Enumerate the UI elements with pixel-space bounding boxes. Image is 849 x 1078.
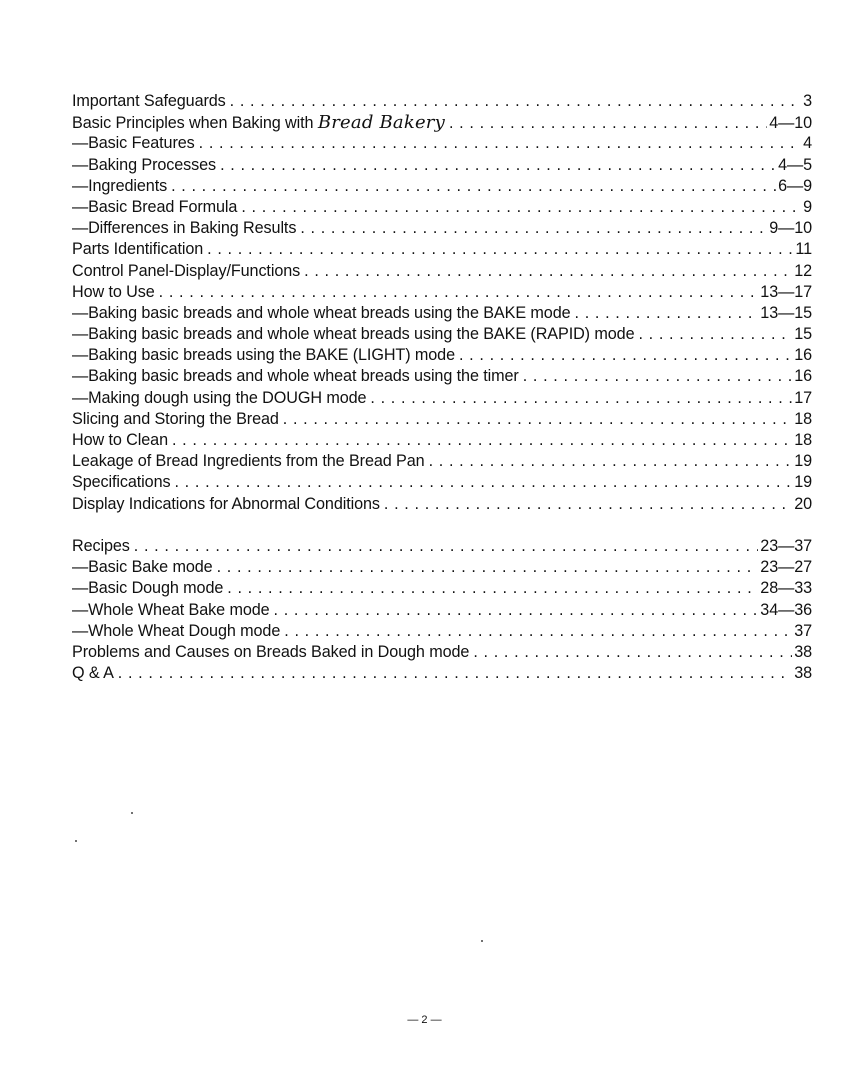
toc-entry-title: —Differences in Baking Results <box>72 219 297 238</box>
leader-dots <box>230 91 801 112</box>
toc-entry-page: 9 <box>803 197 812 216</box>
toc-entry <box>72 91 812 112</box>
leader-dots <box>159 282 759 303</box>
leader-dots <box>174 472 792 493</box>
toc-entry-page: 20 <box>794 494 812 513</box>
toc-entry-title: —Basic Features <box>72 134 195 153</box>
toc-entry <box>72 155 812 176</box>
leader-dots <box>227 578 758 599</box>
toc-entry-page: 3 <box>803 92 812 110</box>
toc-entry-title: —Baking basic breads and whole wheat breads using the timer <box>72 367 519 386</box>
leader-dots <box>220 155 776 176</box>
toc-entry-title: Control Panel-Display/Functions <box>72 261 301 280</box>
toc-entry <box>72 536 812 557</box>
toc-entry-page: 38 <box>794 664 812 683</box>
toc-entry-page: 4—5 <box>778 155 812 174</box>
toc-entry-page: 16 <box>794 346 812 365</box>
leader-dots <box>459 345 792 366</box>
toc-entry-page: 19 <box>794 473 812 492</box>
toc-entry-page: 15 <box>794 325 812 344</box>
leader-dots <box>284 621 792 642</box>
toc-entry <box>72 430 812 451</box>
leader-dots <box>429 451 793 472</box>
toc-entry-title: —Whole Wheat Bake mode <box>72 600 270 619</box>
toc-entry <box>72 557 812 578</box>
toc-entry <box>72 621 812 642</box>
leader-dots <box>384 494 792 515</box>
toc-entry-title: Slicing and Storing the Bread <box>72 409 279 428</box>
toc-entry <box>72 345 812 366</box>
toc-entry-title: Problems and Causes on Breads Baked in Dough mode <box>72 642 470 661</box>
toc-entry <box>72 239 812 260</box>
leader-dots <box>118 663 792 684</box>
leader-dots <box>638 324 792 345</box>
toc-entry-page: 23—27 <box>760 558 812 577</box>
toc-entry-title: —Whole Wheat Dough mode <box>72 621 281 640</box>
leader-dots <box>283 409 792 430</box>
toc-entry-page: 11 <box>795 240 812 259</box>
leader-dots <box>370 388 792 409</box>
toc-entry-title: —Baking basic breads and whole wheat breads using the BAKE (RAPID) mode <box>72 325 635 344</box>
toc-entry-title: Specifications <box>72 473 171 492</box>
toc-entry-title: —Ingredients <box>72 176 168 195</box>
toc-entry <box>72 261 812 282</box>
toc-entry-title: How to Use <box>72 282 155 301</box>
leader-dots <box>241 197 801 218</box>
table-of-contents <box>72 91 812 684</box>
toc-entry <box>72 451 812 472</box>
toc-entry-title: How to Clean <box>72 431 168 449</box>
toc-entry-title: —Basic Bake mode <box>72 558 213 577</box>
leader-dots <box>207 239 793 260</box>
leader-dots <box>171 176 776 197</box>
toc-entry <box>72 388 812 409</box>
toc-entry <box>72 176 812 197</box>
toc-entry-page: 18 <box>794 409 812 428</box>
toc-entry <box>72 663 812 684</box>
toc-entry-page: 37 <box>794 621 812 640</box>
toc-entry-page: 17 <box>794 388 812 407</box>
toc-entry-title: Parts Identification <box>72 240 204 259</box>
toc-entry-page: 28—33 <box>760 579 812 598</box>
toc-entry-page: 4—10 <box>769 114 812 133</box>
page-number: — 2 — <box>407 1014 442 1026</box>
toc-entry-page: 18 <box>794 431 812 449</box>
scan-speck <box>131 812 133 814</box>
toc-entry-title: Display Indications for Abnormal Conditions <box>72 494 380 513</box>
brand-logotype: Bread Bakery <box>317 112 445 134</box>
toc-entry-page: 19 <box>794 452 812 471</box>
toc-entry-title: Q & A <box>72 664 114 683</box>
toc-entry <box>72 494 812 515</box>
leader-dots <box>274 600 759 621</box>
leader-dots <box>523 366 792 387</box>
toc-entry-page: 12 <box>794 261 812 280</box>
toc-entry <box>72 282 812 303</box>
toc-entry-title: —Baking basic breads and whole wheat breads using the BAKE mode <box>72 303 571 322</box>
toc-entry <box>72 218 812 239</box>
toc-entry-title: —Basic Dough mode <box>72 579 224 598</box>
leader-dots <box>575 303 759 324</box>
toc-entry-page: 16 <box>794 367 812 386</box>
scan-speck <box>481 940 483 942</box>
leader-dots <box>449 113 767 134</box>
toc-entry-page: 13—17 <box>760 282 812 301</box>
leader-dots <box>473 642 792 663</box>
leader-dots <box>217 557 759 578</box>
toc-entry-title: —Baking Processes <box>72 155 217 174</box>
leader-dots <box>134 536 759 557</box>
leader-dots <box>199 133 801 154</box>
scan-speck <box>75 840 77 842</box>
toc-entry <box>72 112 812 133</box>
toc-entry <box>72 133 812 154</box>
toc-entry-title: —Baking basic breads using the BAKE (LIGHT) mode <box>72 346 455 365</box>
toc-entry <box>72 642 812 663</box>
toc-entry-page: 4 <box>803 134 812 153</box>
toc-entry-title <box>72 112 445 134</box>
toc-entry <box>72 600 812 621</box>
toc-entry <box>72 472 812 493</box>
toc-entry <box>72 409 812 430</box>
toc-entry-page: 13—15 <box>760 303 812 322</box>
toc-entry-title: Important Safeguards <box>72 92 226 110</box>
toc-entry-title: —Making dough using the DOUGH mode <box>72 388 367 407</box>
toc-entry-title: Recipes <box>72 536 130 555</box>
toc-entry <box>72 197 812 218</box>
toc-entry <box>72 578 812 599</box>
toc-entry-title: —Basic Bread Formula <box>72 197 238 216</box>
leader-dots <box>304 261 792 282</box>
toc-entry-page: 9—10 <box>769 219 812 238</box>
toc-entry <box>72 366 812 387</box>
toc-entry-title: Leakage of Bread Ingredients from the Bread Pan <box>72 452 425 471</box>
toc-entry-page: 23—37 <box>760 536 812 555</box>
toc-entry-page: 6—9 <box>778 176 812 195</box>
toc-entry <box>72 303 812 324</box>
toc-entry-page: 38 <box>794 642 812 661</box>
leader-dots <box>300 218 767 239</box>
toc-entry <box>72 324 812 345</box>
toc-entry-title-prefix: Basic Principles when Baking with <box>72 114 318 133</box>
leader-dots <box>172 430 792 451</box>
toc-entry-page: 34—36 <box>760 600 812 619</box>
